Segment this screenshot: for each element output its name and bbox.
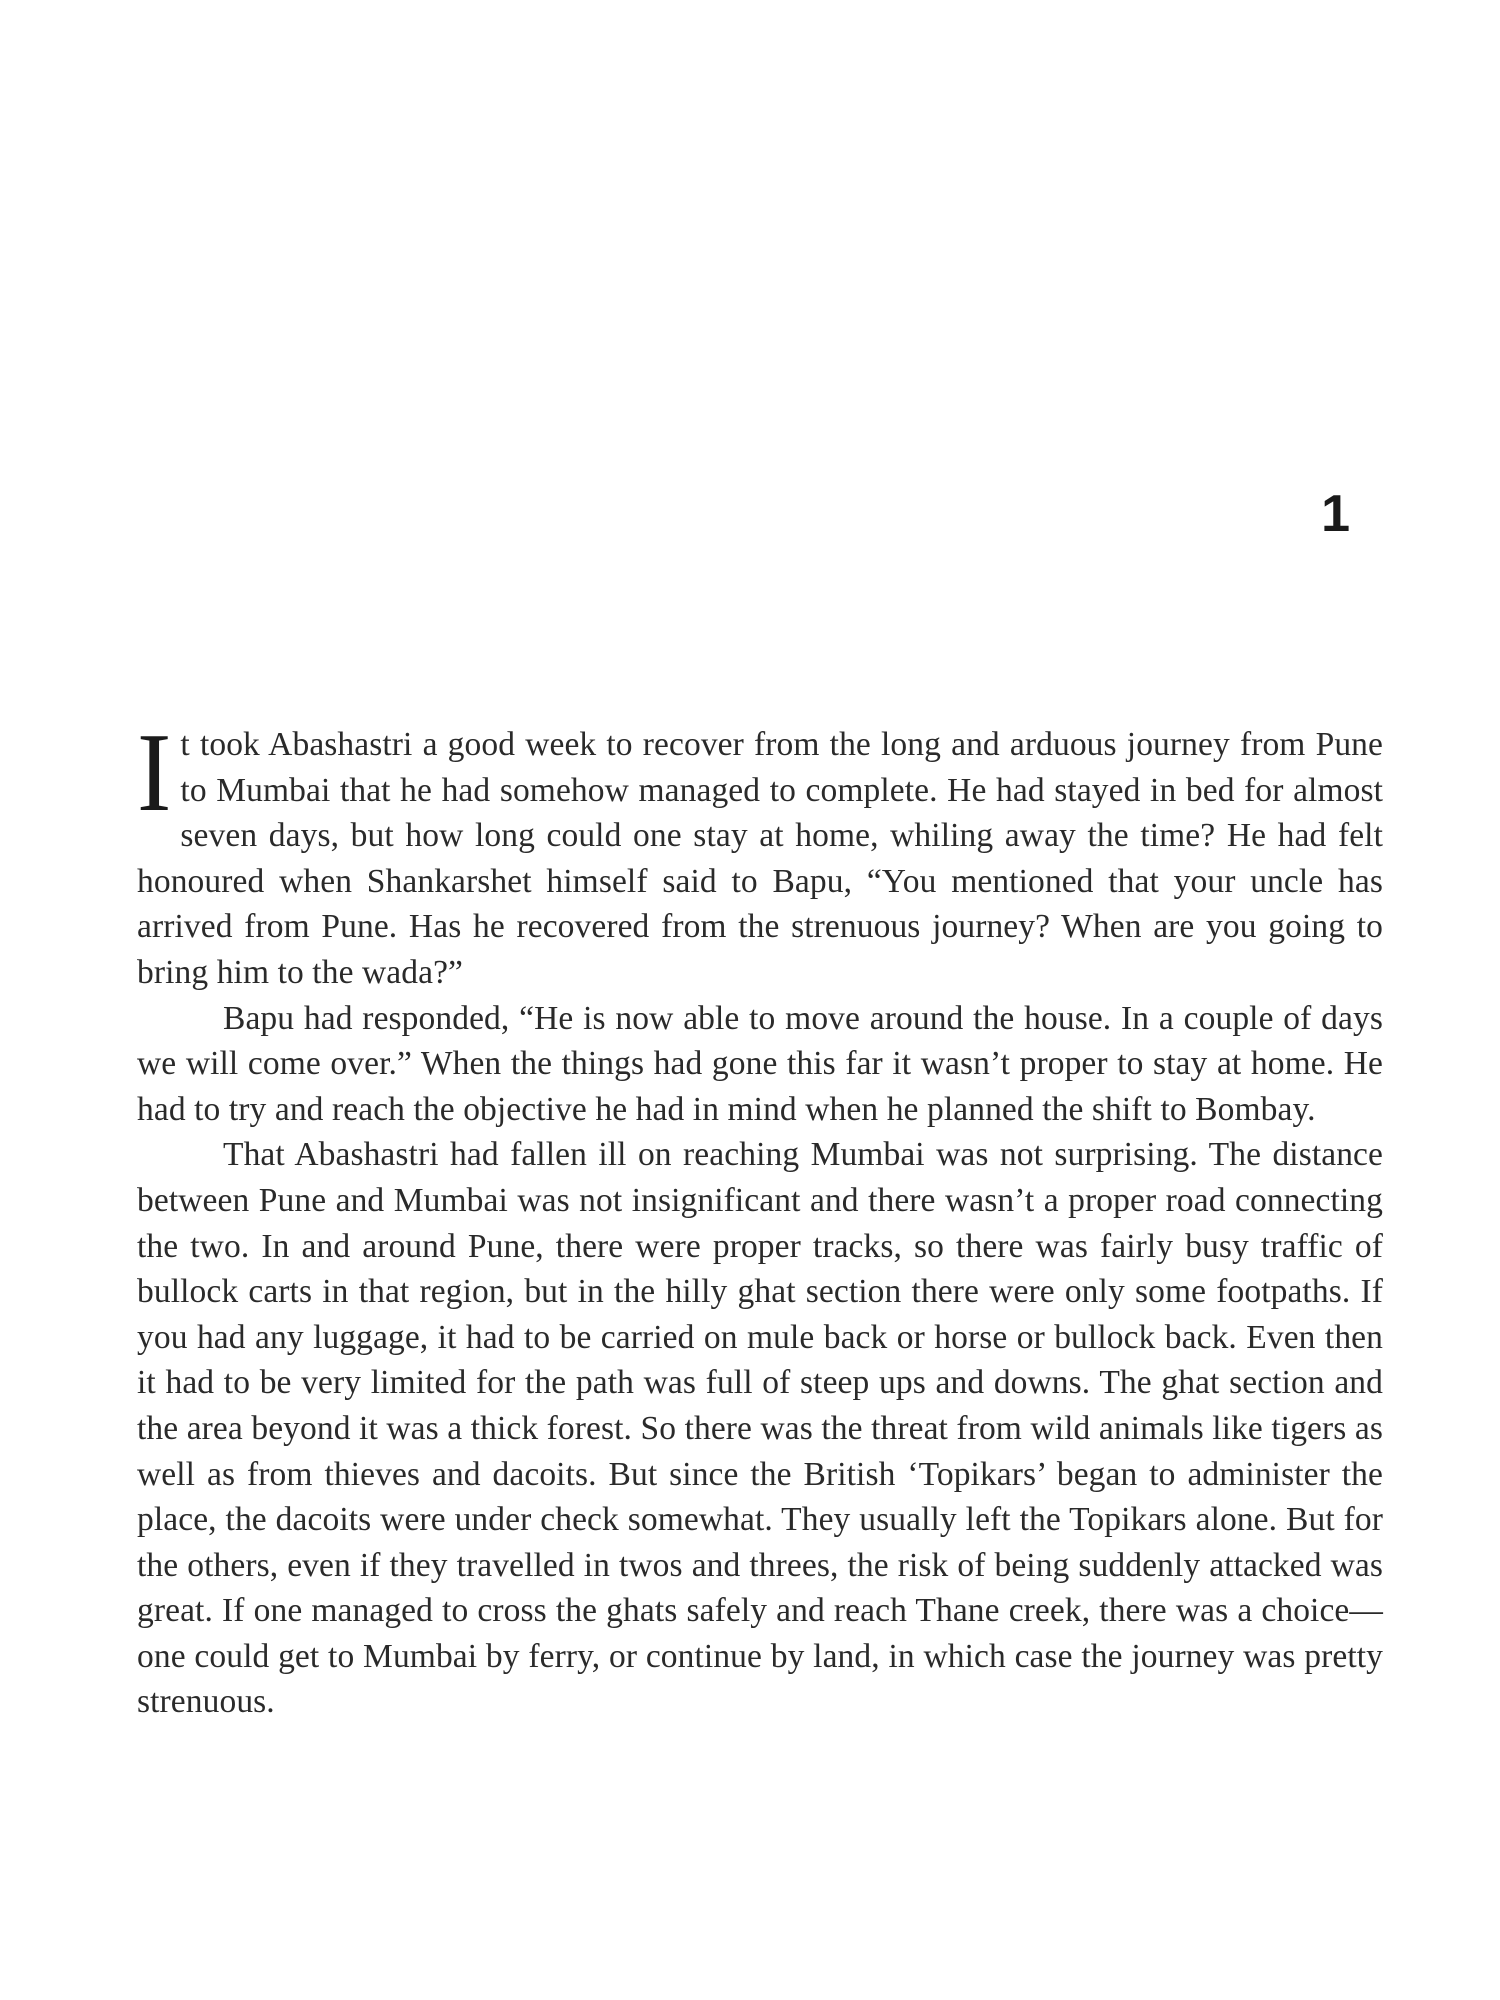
paragraph-1-text: t took Abashastri a good week to recover from the long and arduous journey from Pune to Mumbai that he had somehow managed to complete. He had stayed in bed for almost seven days, but how long could one stay at home, whiling away the time? He had felt honoured when Shankarshet himself said to Bapu, “You mentioned that your uncle has arrived from Pune. Has he recovered from the strenuous journey? When are you going to bring him to the wada?” xyxy=(137,726,1383,991)
paragraph-3: That Abashastri had fallen ill on reaching Mumbai was not surprising. The distance between Pune and Mumbai was not insignificant and there wasn’t a proper road connecting the two. In and around Pune, there were proper tracks, so there was fairly busy traffic of bullock carts in that region, but in the hilly ghat section there were only some footpaths. If you had any luggage, it had to be carried on mule back or horse or bullock back. Even then it had to be very limited for the path was full of steep ups and downs. The ghat section and the area beyond it was a thick forest. So there was the threat from wild animals like tigers as well as from thieves and dacoits. But since the British ‘Topikars’ began to administer the place, the dacoits were under check somewhat. They usually left the Topikars alone. But for the others, even if they travelled in twos and threes, the risk of being suddenly attacked was great. If one managed to cross the ghats safely and reach Thane creek, there was a choice—one could get to Mumbai by ferry, or continue by land, in which case the journey was pretty strenuous. xyxy=(137,1136,1383,1721)
chapter-number: 1 xyxy=(1321,485,1350,543)
drop-cap: I xyxy=(137,711,172,835)
paragraph-2: Bapu had responded, “He is now able to move around the house. In a couple of days we will come over.” When the things had gone this far it wasn’t proper to stay at home. He had to try and reach the objective he had in mind when he planned the shift to Bombay. xyxy=(137,999,1383,1128)
paragraph-1 xyxy=(137,711,1383,996)
body-text xyxy=(137,711,1383,1725)
